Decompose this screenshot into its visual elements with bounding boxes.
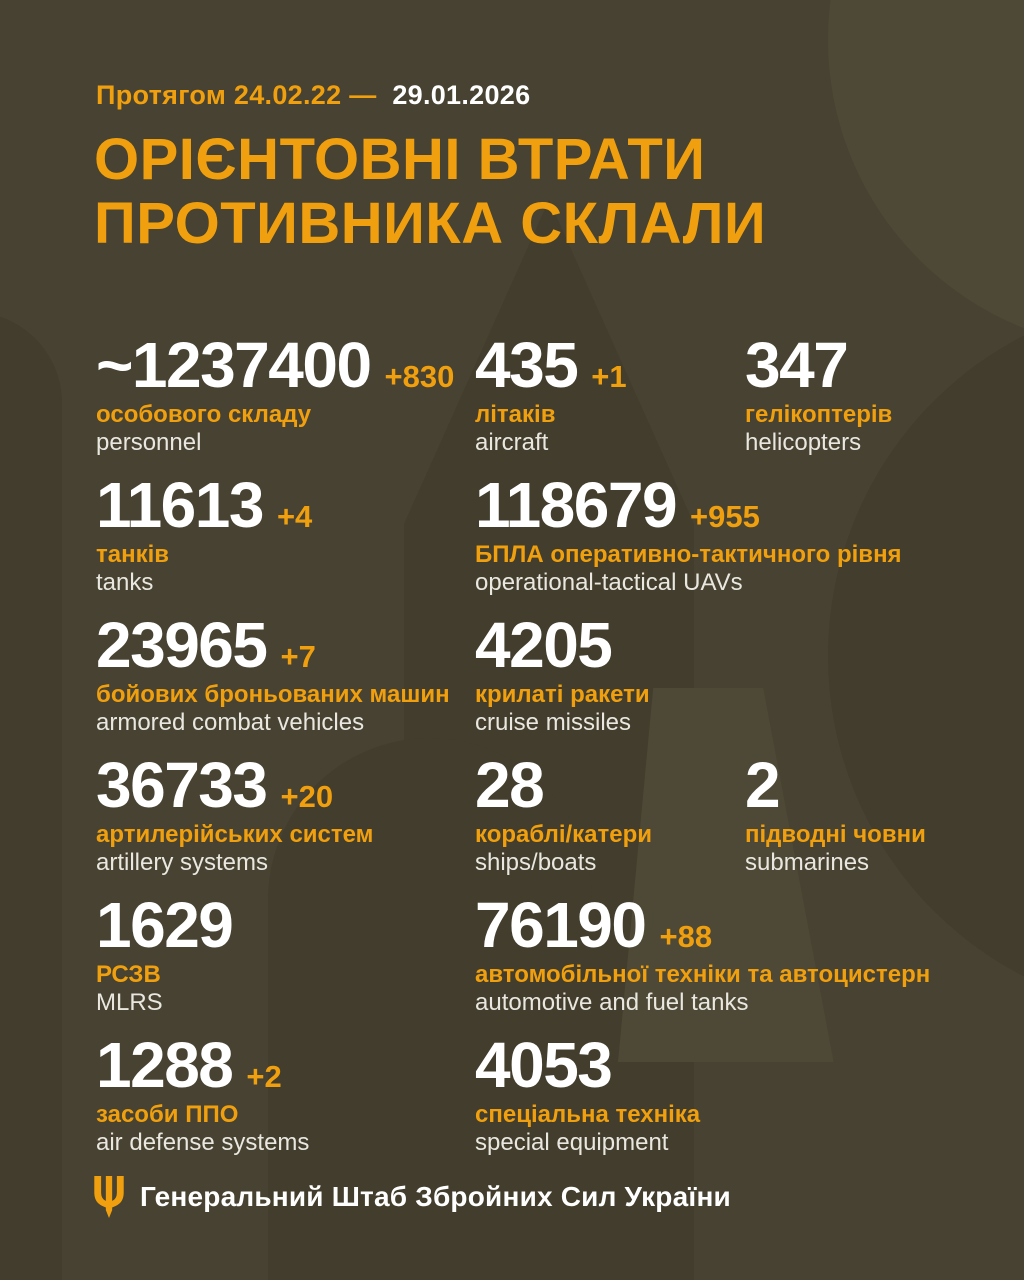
stat-value: 435 xyxy=(475,329,578,401)
stat-delta: +7 xyxy=(280,639,316,674)
stat-value: 23965 xyxy=(96,609,267,681)
stat-delta: +4 xyxy=(276,499,313,534)
stat-value: 1288 xyxy=(96,1029,233,1101)
footer xyxy=(94,1176,731,1218)
stat-label-uk: РСЗВ xyxy=(96,961,161,988)
page-title-line2: ПРОТИВНИКА СКЛАЛИ xyxy=(94,191,767,256)
stat-artillery xyxy=(96,749,374,877)
stat-value: 4053 xyxy=(475,1029,612,1101)
stat-tanks xyxy=(96,469,313,597)
stat-label-en: helicopters xyxy=(745,429,862,456)
stat-label-uk: кораблі/катери xyxy=(475,821,653,848)
period-date: 29.01.2026 xyxy=(392,80,531,110)
footer-org-name: Генеральний Штаб Збройних Сил України xyxy=(140,1181,731,1212)
stat-label-en: aircraft xyxy=(475,429,549,456)
stat-delta: +830 xyxy=(384,359,455,394)
stat-value: 76190 xyxy=(475,889,646,961)
stat-submarines xyxy=(745,749,926,877)
page-title xyxy=(94,128,766,256)
stat-label-en: MLRS xyxy=(96,989,163,1016)
stat-label-en: ships/boats xyxy=(475,849,597,876)
stat-aircraft xyxy=(475,329,627,457)
stat-personnel xyxy=(96,329,455,457)
stat-label-en: cruise missiles xyxy=(475,709,632,736)
stat-label-uk: спеціальна техніка xyxy=(475,1101,701,1128)
stat-label-en: air defense systems xyxy=(96,1129,310,1156)
stat-label-en: submarines xyxy=(745,849,870,876)
stat-value: ~1237400 xyxy=(96,329,371,401)
stat-air-defense xyxy=(96,1029,310,1157)
watermark-corner-light xyxy=(828,0,1024,350)
stat-label-uk: бойових броньованих машин xyxy=(96,681,450,708)
stat-value: 11613 xyxy=(96,469,263,541)
stat-label-en: tanks xyxy=(96,569,154,596)
stat-label-en: personnel xyxy=(96,429,202,456)
stat-label-uk: підводні човни xyxy=(745,821,926,848)
stat-label-en: special equipment xyxy=(475,1129,669,1156)
stat-automotive xyxy=(475,889,931,1017)
stat-label-uk: літаків xyxy=(475,401,556,428)
stat-label-uk: БПЛА оперативно-тактичного рівня xyxy=(475,541,902,568)
stat-value: 28 xyxy=(475,749,544,821)
stat-label-uk: артилерійських систем xyxy=(96,821,374,848)
stat-label-uk: особового складу xyxy=(96,401,312,428)
stat-delta: +955 xyxy=(690,499,760,534)
stat-armored-vehicles xyxy=(96,609,450,737)
stat-value: 1629 xyxy=(96,889,233,961)
stat-label-uk: автомобільної техніки та автоцистерн xyxy=(475,961,931,988)
watermark-left-shell xyxy=(0,312,62,1280)
stat-value: 347 xyxy=(745,329,848,401)
stat-value: 118679 xyxy=(475,469,677,541)
stat-value: 2 xyxy=(745,749,780,821)
stat-label-en: operational-tactical UAVs xyxy=(475,569,743,596)
period-line xyxy=(96,80,530,111)
stat-delta: +1 xyxy=(591,359,627,394)
stat-special-equipment xyxy=(475,1029,701,1157)
stat-label-en: automotive and fuel tanks xyxy=(475,989,749,1016)
stat-label-en: artillery systems xyxy=(96,849,269,876)
stat-delta: +88 xyxy=(659,919,713,954)
page-title-line1: ОРІЄНТОВНІ ВТРАТИ xyxy=(94,127,706,192)
stat-label-uk: крилаті ракети xyxy=(475,681,650,708)
stat-cruise-missiles xyxy=(475,609,650,737)
stat-label-uk: гелікоптерів xyxy=(745,401,893,428)
stat-ships xyxy=(475,749,653,877)
stat-uavs xyxy=(475,469,902,597)
stat-label-en: armored combat vehicles xyxy=(96,709,365,736)
stat-helicopters xyxy=(745,329,893,457)
stat-label-uk: танків xyxy=(96,541,170,568)
stat-value: 4205 xyxy=(475,609,612,681)
stat-value: 36733 xyxy=(96,749,267,821)
stat-label-uk: засоби ППО xyxy=(96,1101,239,1128)
stat-delta: +2 xyxy=(246,1059,282,1094)
stat-mlrs xyxy=(96,889,246,1017)
trident-icon xyxy=(94,1176,124,1218)
period-prefix: Протягом 24.02.22 — xyxy=(96,80,377,110)
stat-delta: +20 xyxy=(280,779,334,814)
